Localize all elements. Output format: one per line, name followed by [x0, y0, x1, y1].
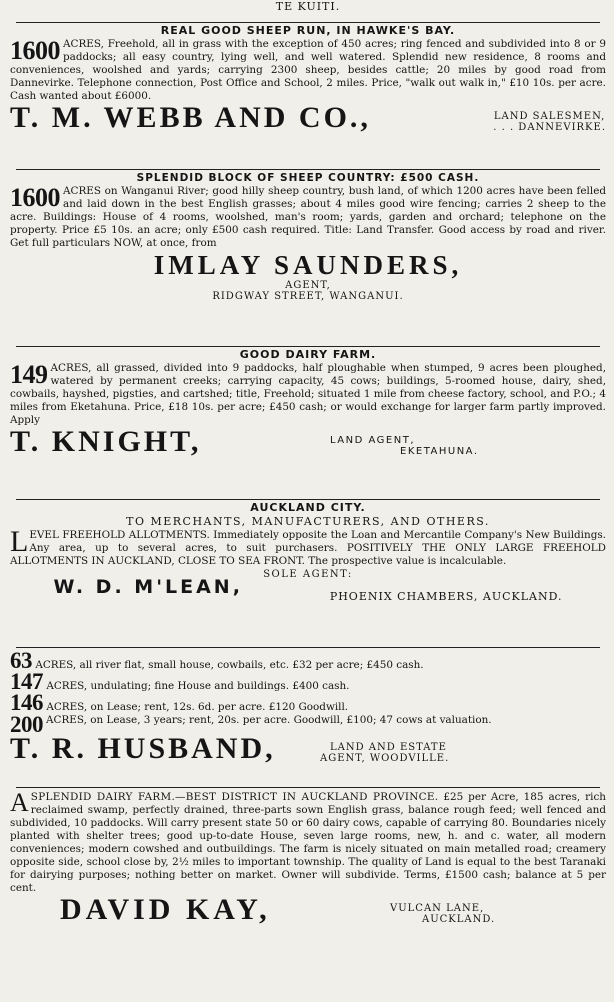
- ad-heading: REAL GOOD SHEEP RUN, IN HAWKE'S BAY.: [160, 24, 456, 37]
- ad-auckland-city: [10, 500, 606, 647]
- ad-text: ACRES, all grassed, divided into 9 paddocks, half ploughable when stumped, 9 acres been ploughed, watered by permanent creeks; carrying capacity, 45 cows; buildings, 5-roomed house, dairy, shed, cowbails, hayshed, pigsties, and cartshed; title, Freehold; situated 1 mile from cheese factory, school, and P.O.; 4 miles from Eketahuna. Price, £18 10s. per acre; £450 cash; or would exchange for larger farm partly improved. Apply: [10, 362, 606, 426]
- agent-block: [10, 576, 606, 603]
- agent-info-line: VULCAN LANE,: [390, 903, 485, 914]
- acres-figure: 63: [10, 648, 32, 673]
- agent-info-line: LAND SALESMEN,: [493, 111, 606, 122]
- agent-info-line: RIDGWAY STREET, WANGANUI.: [212, 291, 404, 302]
- listing-row: [10, 669, 606, 694]
- agent-info-line: LAND AND ESTATE: [330, 742, 447, 753]
- ad-body: [10, 38, 606, 103]
- agent-block: [10, 895, 606, 925]
- ad-text: EVEL FREEHOLD ALLOTMENTS. Immediately opposite the Loan and Mercantile Company's New Buildings. Any area, up to several acres, to suit purchasers. POSITIVELY THE ONLY LARGE FREEHOLD ALLOTMENTS IN AUCKLAND, CLOSE TO SEA FRONT. The prospective value is incalculable.: [10, 529, 606, 567]
- agent-info-line: PHOENIX CHAMBERS, AUCKLAND.: [329, 590, 563, 603]
- agent-block: [10, 250, 606, 302]
- agent-info-line: . . . DANNEVIRKE.: [493, 122, 606, 133]
- agent-block: [10, 427, 606, 457]
- agent-info-line: LAND AGENT,: [330, 435, 416, 446]
- agent-info-line: AGENT, WOODVILLE.: [320, 753, 450, 764]
- listing-text: ACRES, on Lease; rent, 12s. 6d. per acre. £120 Goodwill.: [46, 701, 349, 713]
- listing-row: [10, 690, 606, 715]
- agent-info: [320, 742, 449, 764]
- agent-info: [330, 435, 479, 457]
- agent-info: [493, 111, 606, 133]
- ad-subheading: TO MERCHANTS, MANUFACTURERS, AND OTHERS.: [126, 515, 490, 528]
- listing-row: [10, 648, 606, 673]
- drop-cap: L: [10, 525, 29, 558]
- listing-text: ACRES, all river flat, small house, cowbails, etc. £32 per acre; £450 cash.: [35, 659, 424, 671]
- acres-figure: 149: [10, 360, 48, 389]
- agent-name: T. KNIGHT,: [10, 425, 202, 458]
- ad-heading: GOOD DAIRY FARM.: [239, 348, 377, 361]
- listing-text: ACRES, on Lease, 3 years; rent, 20s. per acre. Goodwill, £100; 47 cows at valuation.: [46, 714, 492, 726]
- acres-figure: 1600: [10, 183, 60, 212]
- ad-wanganui-sheep-country: [10, 170, 606, 346]
- ad-woodville-listings: [10, 648, 606, 787]
- ad-heading: SPLENDID BLOCK OF SHEEP COUNTRY: £500 CASH.: [136, 172, 480, 184]
- agent-name: IMLAY SAUNDERS,: [153, 250, 463, 280]
- sole-agent-label: SOLE AGENT:: [263, 569, 353, 580]
- agent-name: DAVID KAY,: [60, 893, 271, 926]
- agent-name: T. M. WEBB AND CO.,: [10, 101, 371, 134]
- ad-body: [10, 185, 606, 250]
- ad-hawkes-bay-sheep-run: [10, 23, 606, 169]
- acres-figure: 200: [10, 712, 43, 737]
- agent-info-line: AUCKLAND.: [422, 914, 496, 925]
- agent-block: [10, 734, 606, 764]
- acres-figure: 147: [10, 669, 43, 694]
- acres-figure: 146: [10, 690, 43, 715]
- ad-auckland-dairy-farm: [10, 788, 606, 963]
- ad-body: [10, 362, 606, 427]
- agent-info-line: AGENT,: [285, 280, 331, 291]
- agent-block: [10, 103, 606, 133]
- ad-heading: AUCKLAND CITY.: [250, 501, 366, 514]
- ad-text: £25 per Acre, 185 acres, rich reclaimed swamp, perfectly drained, three-parts sown English grass, balance rough feed; well fenced and subdivided, 10 paddocks. Will carry present state 50 or 60 dairy cows, capable of carrying 80. Boundaries nicely planted with shelter trees; good up-to-date House, seven large rooms, new, h. and c. water, all modern conveniences; modern cowshed and outbuildings. The farm is nicely situated on main metalled road; creamery opposite side, school close by, 2½ miles to important township. The quality of Land is equal to the best Taranaki for dairying purposes; nothing better on market. Owner will subdivide. Terms, £1500 cash; balance at 5 per cent.: [10, 791, 606, 894]
- agent-info-line: EKETAHUNA.: [400, 446, 479, 457]
- acres-figure: 1600: [10, 36, 60, 65]
- ad-body: [10, 788, 606, 895]
- agent-name: T. R. HUSBAND,: [10, 732, 276, 765]
- agent-info: [390, 903, 495, 925]
- ad-text: ACRES on Wanganui River; good hilly sheep country, bush land, of which 1200 acres have been felled and laid down in the best English grasses; about 4 miles good wire fencing; carries 2 sheep to the acre. Buildings: House of 4 rooms, woolshed, man's room; yards, garden and orchard; telephone on the property. Price £5 10s. an acre; only £500 cash required. Title: Land Transfer. Good access by road and river. Get full particulars NOW, at once, from: [10, 185, 606, 249]
- listing-text: ACRES, undulating; fine House and buildings. £400 cash.: [46, 680, 350, 692]
- page-header: TE KUITI.: [275, 0, 341, 13]
- listing-row: [10, 712, 606, 737]
- ad-dairy-farm-eketahuna: [10, 347, 606, 499]
- ad-lead: SPLENDID DAIRY FARM.—BEST DISTRICT IN AUCKLAND PROVINCE.: [30, 791, 439, 803]
- agent-name: W. D. M'LEAN,: [53, 576, 243, 598]
- ad-text: ACRES, Freehold, all in grass with the exception of 450 acres; ring fenced and subdivided into 8 or 9 paddocks; all easy country, lying well, and well watered. Splendid new residence, 8 rooms and conveniences, woolshed and yards; carrying 2300 sheep, besides cattle; 20 miles by good road from Dannevirke. Telephone connection, Post Office and School, 2 miles. Price, "walk out walk in," £10 10s. per acre. Cash wanted about £6000.: [10, 38, 606, 102]
- drop-cap: A: [10, 788, 29, 817]
- ad-body: [10, 525, 606, 568]
